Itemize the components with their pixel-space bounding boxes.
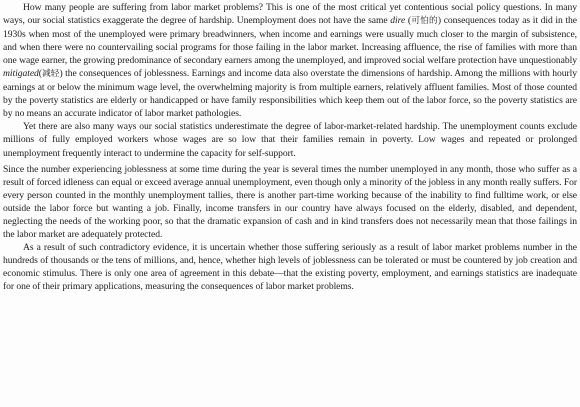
text-run: Yet there are also many ways our social statistics underestimate the degree of labor-market-related hardship. The unemployment counts exclude millions of fully employed workers whose wages are so low that their families remain in poverty. Low wages and repeated or prolonged unemployment frequently interact to undermine the capacity for self-support. <box>3 121 577 159</box>
paragraph-3 <box>3 163 577 241</box>
text-run: ) consequences today as it did in the 1930s when most of the unemployed were primary breadwinners, when income and earnings were usually much closer to the margin of subsistence, and when there were no countervailing social programs for those failing in the labor market. Increasing affluence, the rise of families with more than one wage earner, the growing predominance of secondary earners among the unemployed, and improved social welfare protection have unquestionably <box>3 15 577 67</box>
paragraph-4 <box>3 241 577 293</box>
text-run: As a result of such contradictory evidence, it is uncertain whether those suffering seriously as a result of labor market problems number in the hundreds of thousands or the tens of millions, and, hence, whether high levels of joblessness can be tolerated or must be countered by job creation and economic stimulus. There is only one area of agreement in this debate—that the existing poverty, employment, and earnings statistics are inadequate for one of their primary applications, measuring the consequences of labor market problems. <box>3 241 577 292</box>
chinese-gloss: 减轻 <box>41 69 60 80</box>
italic-term: mitigated <box>3 68 39 80</box>
paragraph-1 <box>3 1 577 120</box>
text-run: ) the consequences of joblessness. Earnings and income data also overstate the dimensions of hardship. Among the millions with hourly earnings at or below the minimum wage level, the overwhelming majority is from multiple earners, relatively affluent families. Most of those counted by the poverty statistics are elderly or handicapped or have family responsibilities which keep them out of the labor force, so the poverty statistics are by no means an accurate indicator of labor market pathologies. <box>3 68 578 120</box>
italic-term: dire <box>390 15 406 27</box>
text-run: ( <box>38 68 42 80</box>
text-run: How many people are suffering from labor market problems? This is one of the most critical yet contentious social policy questions. In many ways, our social statistics exaggerate the degree of hardship. Unemployment does not have the same <box>3 2 577 27</box>
chinese-gloss: 可怕的 <box>411 16 438 27</box>
text-run: ( <box>405 15 412 27</box>
paragraph-2 <box>3 120 577 159</box>
text-run: Since the number experiencing joblessness at some time during the year is several times the number unemployed in any month, those who suffer as a result of forced idleness can equal or exceed average annual unemployment, even though only a minority of the jobless in any month really suffers. For every person counted in the monthly unemployment tallies, there is another part-time working because of the inability to find fulltime work, or else outside the labor force but wanting a job. Finally, income transfers in our country have always focused on the elderly, disabled, and dependent, neglecting the needs of the working poor, so that the dramatic expansion of cash and in kind transfers does not necessarily mean that those failings in the labor market are adequately protected. <box>3 163 577 240</box>
